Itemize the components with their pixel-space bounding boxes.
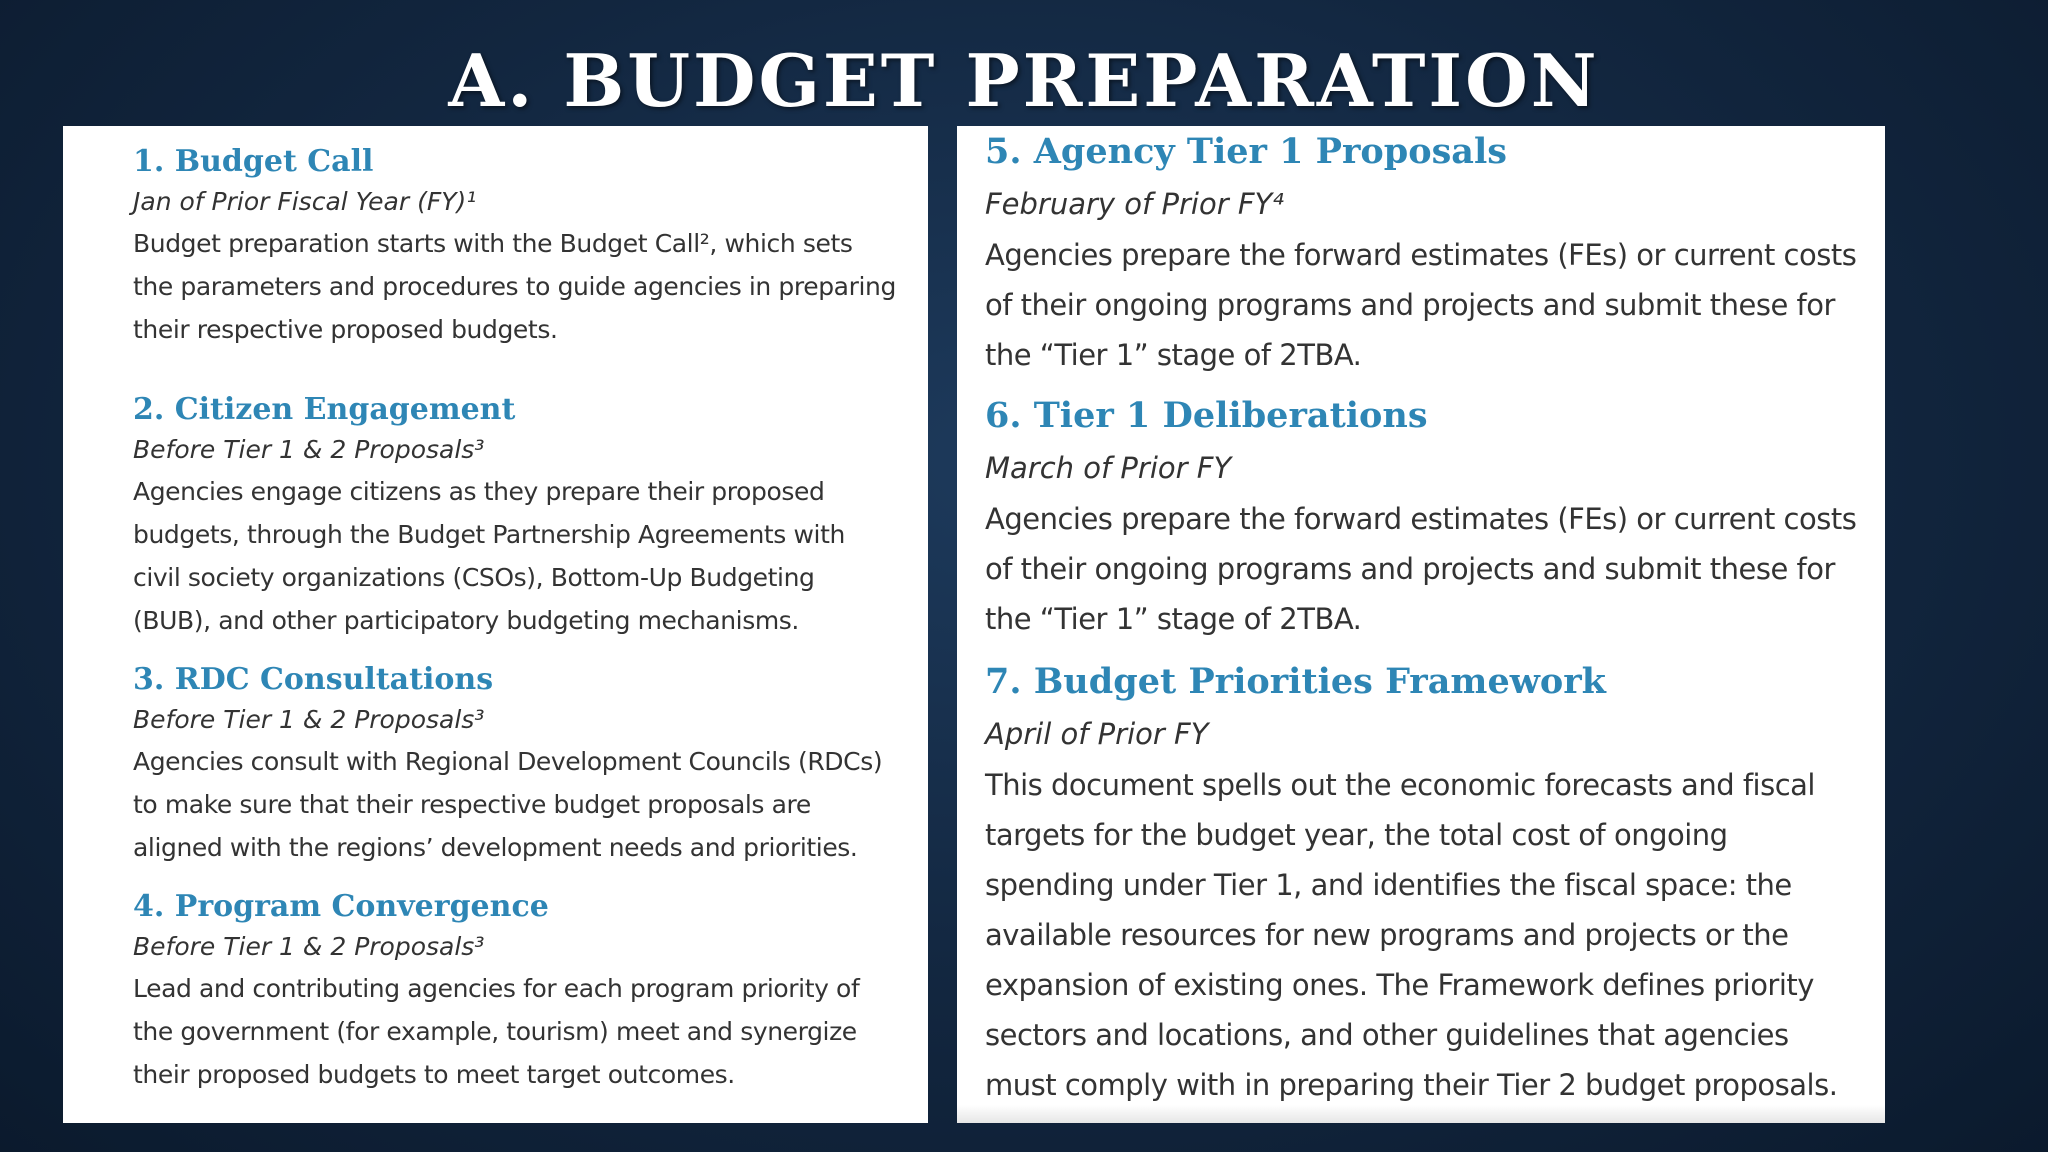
- left-document-panel: [63, 126, 928, 1123]
- section-heading: 7. Budget Priorities Framework: [985, 661, 1606, 702]
- panel-bottom-edge: [957, 1105, 1885, 1123]
- section-budget-priorities-framework: [957, 656, 1885, 1110]
- section-heading: 4. Program Convergence: [133, 889, 549, 924]
- section-program-convergence: [63, 887, 928, 1096]
- section-date: Before Tier 1 & 2 Proposals³: [133, 705, 485, 734]
- section-date: March of Prior FY: [985, 451, 1232, 485]
- right-document-panel: [957, 126, 1885, 1123]
- section-date: Before Tier 1 & 2 Proposals³: [133, 435, 485, 464]
- section-body: Lead and contributing agencies for each program priority of the government (for example, tourism) meet and synergize their proposed budgets to meet target outcomes.: [133, 974, 860, 1089]
- section-date: Jan of Prior Fiscal Year (FY)¹: [133, 187, 477, 216]
- section-body: Agencies prepare the forward estimates (FEs) or current costs of their ongoing programs and projects and submit these for the “Tier 1” stage of 2TBA.: [985, 238, 1857, 372]
- section-heading: 5. Agency Tier 1 Proposals: [985, 131, 1507, 172]
- section-tier1-deliberations: [957, 390, 1885, 644]
- section-date: Before Tier 1 & 2 Proposals³: [133, 932, 485, 961]
- section-date: April of Prior FY: [985, 717, 1209, 751]
- section-budget-call: [63, 142, 928, 351]
- section-heading: 6. Tier 1 Deliberations: [985, 395, 1428, 436]
- slide-title: A. BUDGET PREPARATION: [448, 38, 1600, 123]
- section-citizen-engagement: [63, 390, 928, 642]
- section-body: Agencies engage citizens as they prepare their proposed budgets, through the Budget Partnership Agreements with civil society organizations (CSOs), Bottom-Up Budgeting (BUB), and other participatory budgeting mechanisms.: [133, 477, 845, 635]
- section-body: Agencies consult with Regional Development Councils (RDCs) to make sure that their respective budget proposals are aligned with the regions’ development needs and priorities.: [133, 747, 883, 862]
- section-date: February of Prior FY⁴: [985, 187, 1284, 221]
- section-body: Budget preparation starts with the Budget Call², which sets the parameters and procedures to guide agencies in preparing their respective proposed budgets.: [133, 229, 896, 344]
- section-heading: 1. Budget Call: [133, 144, 374, 179]
- section-agency-tier1-proposals: [957, 126, 1885, 380]
- section-rdc-consultations: [63, 660, 928, 869]
- section-body: This document spells out the economic forecasts and fiscal targets for the budget year, the total cost of ongoing spending under Tier 1, and identifies the fiscal space: the available resources for new programs and projects or the expansion of existing ones. The Framework defines priority sectors and locations, and other guidelines that agencies must comply with in preparing their Tier 2 budget proposals.: [985, 768, 1838, 1102]
- section-body: Agencies prepare the forward estimates (FEs) or current costs of their ongoing programs and projects and submit these for the “Tier 1” stage of 2TBA.: [985, 502, 1857, 636]
- section-heading: 2. Citizen Engagement: [133, 392, 516, 427]
- section-heading: 3. RDC Consultations: [133, 662, 494, 697]
